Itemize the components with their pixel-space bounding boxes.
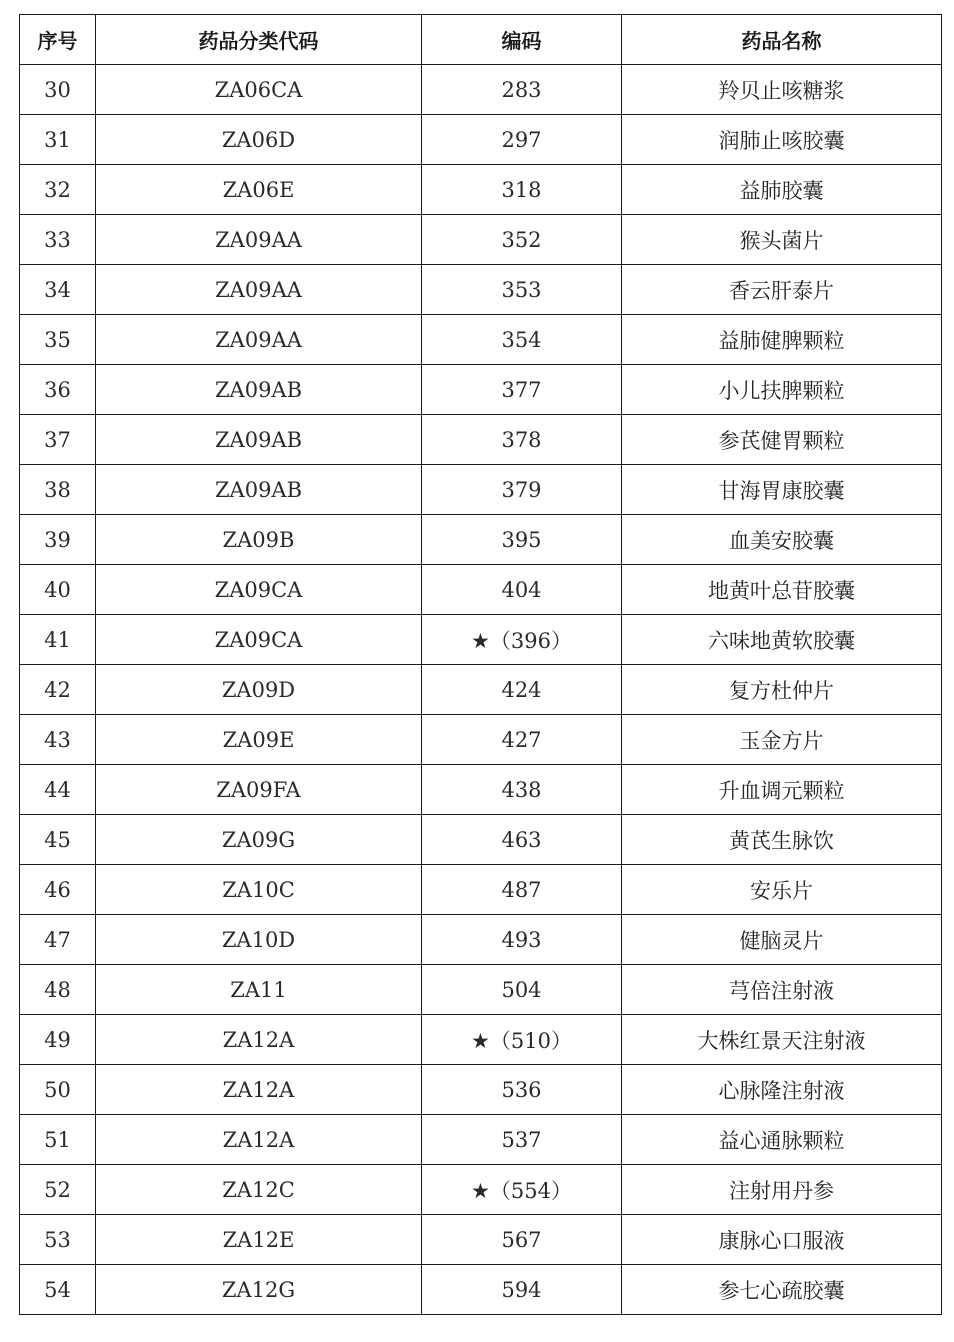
cell-drug-name: 升血调元颗粒 [622,765,942,815]
cell-drug-name: 益肺健脾颗粒 [622,315,942,365]
cell-serial-number: 41 [20,615,96,665]
cell-serial-number: 51 [20,1115,96,1165]
cell-code: ★（510） [422,1015,622,1065]
cell-drug-name: 益心通脉颗粒 [622,1115,942,1165]
cell-drug-name: 芎倍注射液 [622,965,942,1015]
cell-category-code: ZA06D [96,115,422,165]
cell-serial-number: 35 [20,315,96,365]
cell-code: 283 [422,65,622,115]
cell-category-code: ZA09AB [96,465,422,515]
table-row [20,1115,942,1165]
cell-code: 379 [422,465,622,515]
cell-drug-name: 参七心疏胶囊 [622,1265,942,1315]
cell-category-code: ZA09AA [96,265,422,315]
cell-serial-number: 46 [20,865,96,915]
table-row [20,365,942,415]
cell-serial-number: 53 [20,1215,96,1265]
cell-category-code: ZA09AB [96,365,422,415]
cell-category-code: ZA09AA [96,315,422,365]
cell-drug-name: 康脉心口服液 [622,1215,942,1265]
cell-category-code: ZA09G [96,815,422,865]
table-body [20,65,942,1315]
cell-category-code: ZA09E [96,715,422,765]
table-row [20,715,942,765]
cell-serial-number: 30 [20,65,96,115]
cell-code: 504 [422,965,622,1015]
table-row [20,65,942,115]
table-row [20,615,942,665]
table-row [20,1265,942,1315]
cell-serial-number: 43 [20,715,96,765]
cell-category-code: ZA09CA [96,565,422,615]
cell-drug-name: 注射用丹参 [622,1165,942,1215]
cell-category-code: ZA10C [96,865,422,915]
cell-code: 438 [422,765,622,815]
cell-serial-number: 36 [20,365,96,415]
cell-code: 427 [422,715,622,765]
cell-category-code: ZA09FA [96,765,422,815]
cell-serial-number: 47 [20,915,96,965]
header-code: 编码 [422,15,622,65]
cell-category-code: ZA09D [96,665,422,715]
cell-serial-number: 39 [20,515,96,565]
cell-code: 297 [422,115,622,165]
cell-drug-name: 益肺胶囊 [622,165,942,215]
table-row [20,1015,942,1065]
cell-category-code: ZA12C [96,1165,422,1215]
cell-drug-name: 润肺止咳胶囊 [622,115,942,165]
table-row [20,965,942,1015]
cell-code: 352 [422,215,622,265]
header-drug-name: 药品名称 [622,15,942,65]
cell-drug-name: 地黄叶总苷胶囊 [622,565,942,615]
cell-code: 353 [422,265,622,315]
cell-drug-name: 六味地黄软胶囊 [622,615,942,665]
cell-category-code: ZA09CA [96,615,422,665]
cell-serial-number: 31 [20,115,96,165]
cell-drug-name: 血美安胶囊 [622,515,942,565]
drug-table-container [19,14,941,1315]
cell-category-code: ZA10D [96,915,422,965]
cell-code: 378 [422,415,622,465]
table-row [20,1165,942,1215]
table-row [20,415,942,465]
cell-serial-number: 50 [20,1065,96,1115]
cell-serial-number: 44 [20,765,96,815]
table-row [20,665,942,715]
cell-category-code: ZA09AB [96,415,422,465]
cell-drug-name: 羚贝止咳糖浆 [622,65,942,115]
cell-serial-number: 32 [20,165,96,215]
cell-code: 395 [422,515,622,565]
table-row [20,865,942,915]
cell-category-code: ZA12A [96,1065,422,1115]
cell-code: 354 [422,315,622,365]
table-row [20,515,942,565]
cell-serial-number: 45 [20,815,96,865]
table-row [20,215,942,265]
cell-code: 377 [422,365,622,415]
cell-drug-name: 甘海胃康胶囊 [622,465,942,515]
cell-code: 424 [422,665,622,715]
cell-drug-name: 心脉隆注射液 [622,1065,942,1115]
table-row [20,765,942,815]
table-row [20,915,942,965]
header-category-code: 药品分类代码 [96,15,422,65]
cell-category-code: ZA12G [96,1265,422,1315]
cell-category-code: ZA12E [96,1215,422,1265]
cell-serial-number: 37 [20,415,96,465]
cell-drug-name: 健脑灵片 [622,915,942,965]
table-row [20,465,942,515]
cell-drug-name: 大株红景天注射液 [622,1015,942,1065]
cell-code: 536 [422,1065,622,1115]
table-row [20,565,942,615]
cell-drug-name: 复方杜仲片 [622,665,942,715]
cell-serial-number: 33 [20,215,96,265]
cell-serial-number: 49 [20,1015,96,1065]
cell-category-code: ZA06CA [96,65,422,115]
cell-drug-name: 香云肝泰片 [622,265,942,315]
drug-table [19,14,942,1315]
cell-serial-number: 40 [20,565,96,615]
cell-drug-name: 黄芪生脉饮 [622,815,942,865]
cell-category-code: ZA09B [96,515,422,565]
cell-drug-name: 小儿扶脾颗粒 [622,365,942,415]
table-row [20,265,942,315]
cell-code: 404 [422,565,622,615]
cell-drug-name: 玉金方片 [622,715,942,765]
cell-drug-name: 安乐片 [622,865,942,915]
cell-code: 487 [422,865,622,915]
cell-serial-number: 48 [20,965,96,1015]
cell-category-code: ZA12A [96,1115,422,1165]
cell-serial-number: 34 [20,265,96,315]
cell-serial-number: 54 [20,1265,96,1315]
table-row [20,1065,942,1115]
cell-code: 318 [422,165,622,215]
cell-code: 567 [422,1215,622,1265]
cell-code: 463 [422,815,622,865]
cell-code: 493 [422,915,622,965]
cell-code: ★（554） [422,1165,622,1215]
cell-code: 594 [422,1265,622,1315]
table-row [20,1215,942,1265]
table-row [20,165,942,215]
table-row [20,115,942,165]
cell-drug-name: 参芪健胃颗粒 [622,415,942,465]
cell-category-code: ZA09AA [96,215,422,265]
table-row [20,315,942,365]
cell-serial-number: 52 [20,1165,96,1215]
cell-category-code: ZA12A [96,1015,422,1065]
cell-drug-name: 猴头菌片 [622,215,942,265]
cell-category-code: ZA06E [96,165,422,215]
cell-code: ★（396） [422,615,622,665]
header-row [20,15,942,65]
cell-serial-number: 42 [20,665,96,715]
table-row [20,815,942,865]
header-serial-number: 序号 [20,15,96,65]
cell-serial-number: 38 [20,465,96,515]
cell-code: 537 [422,1115,622,1165]
cell-category-code: ZA11 [96,965,422,1015]
